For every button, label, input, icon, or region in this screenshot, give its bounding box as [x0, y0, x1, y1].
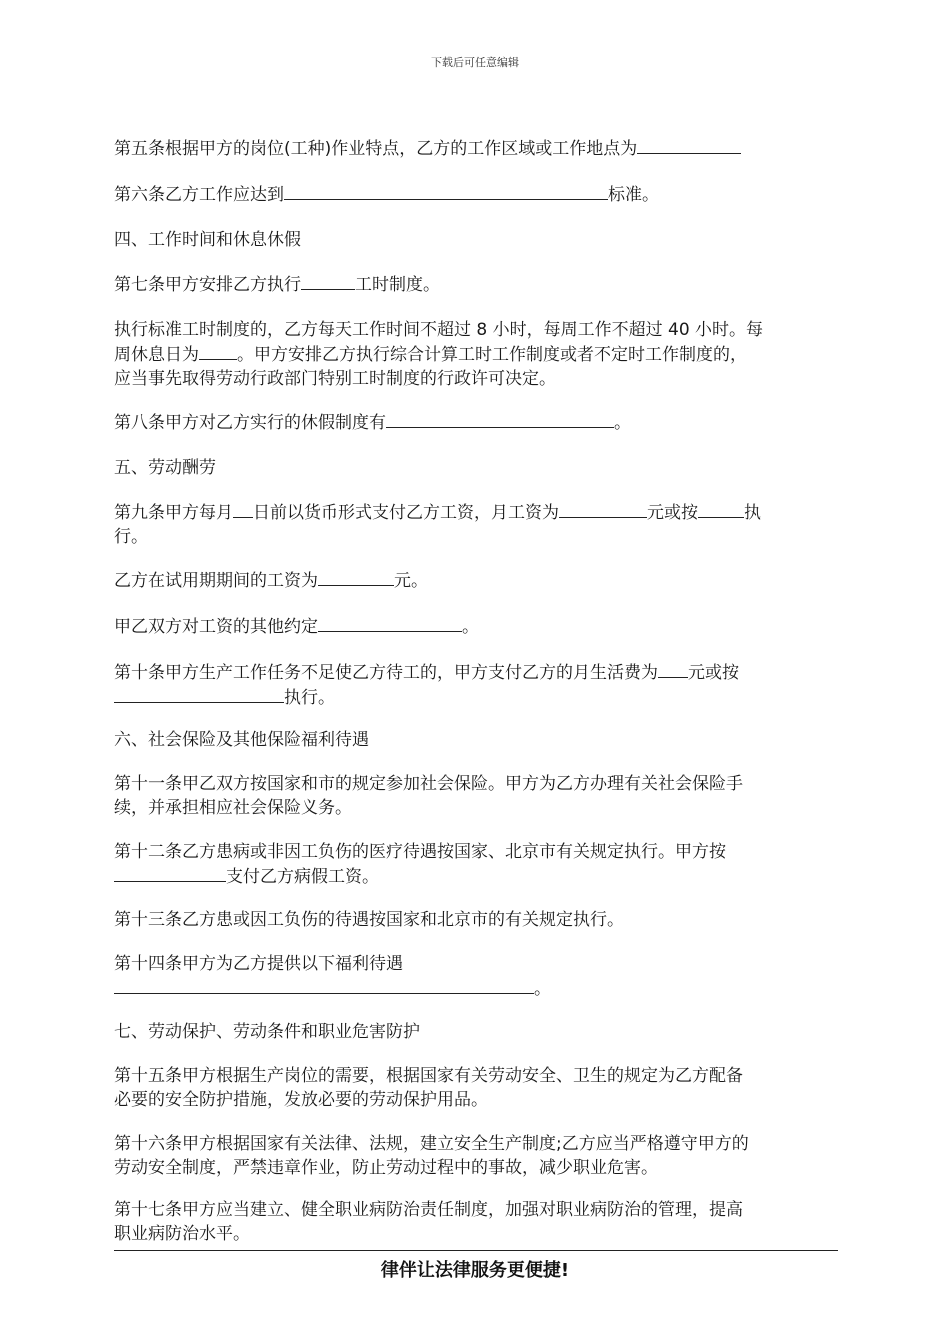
blank-field	[301, 272, 355, 290]
article-8: 第八条甲方对乙方实行的休假制度有 。	[114, 410, 631, 435]
article-10: 第十条甲方生产工作任务不足使乙方待工的，甲方支付乙方的月生活费为 元或按 执行。	[114, 660, 830, 710]
article-13: 第十三条乙方患或因工负伤的待遇按国家和北京市的有关规定执行。	[114, 910, 624, 930]
blank-field	[318, 614, 462, 632]
section-7-heading: 七、劳动保护、劳动条件和职业危害防护	[114, 1022, 420, 1042]
blank-field	[658, 660, 688, 678]
standard-hours-paragraph: 执行标准工时制度的，乙方每天工作时间不超过 8 小时，每周工作不超过 40 小时。每 周休息日为 。甲方安排乙方执行综合计算工时工作制度或者不定时工作制度的， 应当事先取得劳动行政部门特别工时制度的行政许可决定。	[114, 320, 764, 389]
article-16: 第十六条甲方根据国家有关法律、法规，建立安全生产制度;乙方应当严格遵守甲方的 劳动安全制度，严禁违章作业，防止劳动过程中的事故，减少职业危害。	[114, 1134, 749, 1178]
probation-wage: 乙方在试用期期间的工资为 元。	[114, 568, 428, 593]
blank-field	[386, 410, 614, 428]
page-header: 下载后可任意编辑	[431, 56, 519, 69]
section-5-heading: 五、劳动酬劳	[114, 458, 216, 478]
article-15: 第十五条甲方根据生产岗位的需要，根据国家有关劳动安全、卫生的规定为乙方配备 必要的安全防护措施，发放必要的劳动保护用品。	[114, 1066, 743, 1110]
blank-field	[114, 685, 284, 703]
blank-field	[318, 568, 394, 586]
blank-field	[233, 500, 253, 518]
section-4-heading: 四、工作时间和休息休假	[114, 230, 301, 250]
article-5: 第五条根据甲方的岗位(工种)作业特点，乙方的工作区域或工作地点为	[114, 136, 741, 161]
article-6: 第六条乙方工作应达到 标准。	[114, 182, 659, 207]
blank-field	[698, 500, 744, 518]
blank-field	[114, 864, 226, 882]
article-11: 第十一条甲乙双方按国家和市的规定参加社会保险。甲方为乙方办理有关社会保险手 续，并承担相应社会保险义务。	[114, 774, 743, 818]
section-6-heading: 六、社会保险及其他保险福利待遇	[114, 730, 369, 750]
article-12: 第十二条乙方患病或非因工负伤的医疗待遇按国家、北京市有关规定执行。甲方按 支付乙方病假工资。	[114, 842, 726, 887]
article-9: 第九条甲方每月 日前以货币形式支付乙方工资，月工资为 元或按 执 行。	[114, 500, 830, 549]
footer-divider	[114, 1250, 838, 1251]
blank-field	[199, 342, 237, 360]
blank-field	[284, 182, 608, 200]
article-17: 第十七条甲方应当建立、健全职业病防治责任制度，加强对职业病防治的管理，提高 职业病防治水平。	[114, 1200, 743, 1244]
page-footer: 律伴让法律服务更便捷!	[380, 1260, 570, 1281]
other-wage-agreement: 甲乙双方对工资的其他约定 。	[114, 614, 479, 639]
blank-field	[559, 500, 647, 518]
blank-field	[114, 976, 534, 994]
article-7: 第七条甲方安排乙方执行 工时制度。	[114, 272, 440, 297]
blank-field	[637, 136, 741, 154]
article-14: 第十四条甲方为乙方提供以下福利待遇 。	[114, 954, 551, 999]
